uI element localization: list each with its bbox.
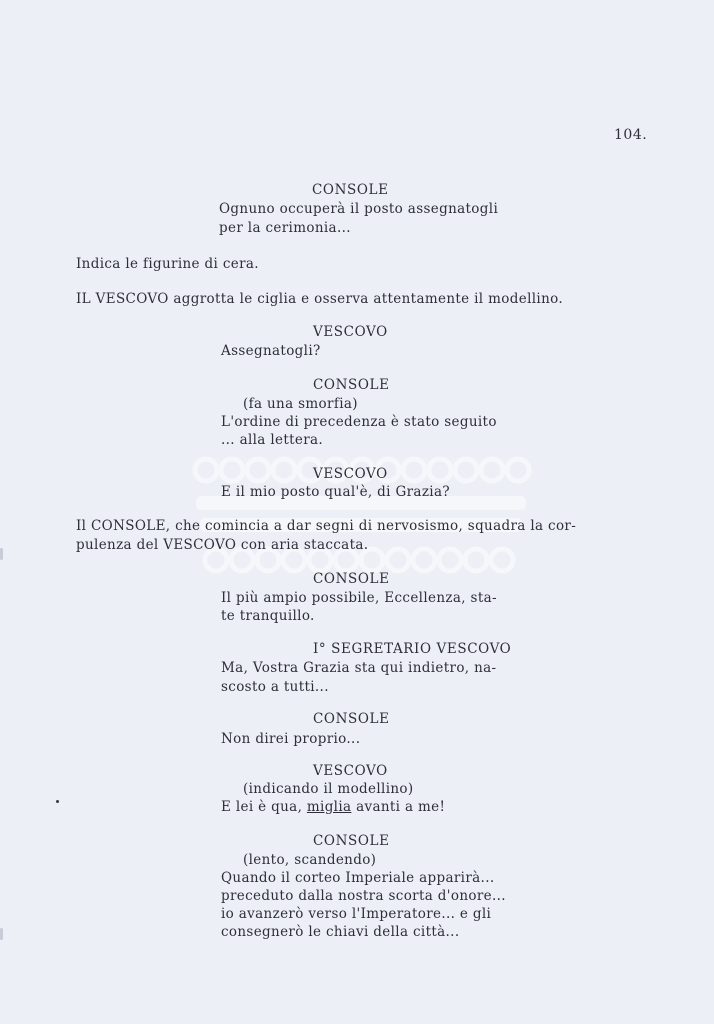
dialogue-line: te tranquillo.	[221, 608, 315, 624]
parenthetical: (fa una smorfia)	[243, 396, 358, 412]
page-edge-mark	[0, 928, 3, 940]
dialogue-line: per la cerimonia...	[219, 220, 351, 236]
speaker-console: CONSOLE	[313, 833, 390, 849]
dialogue-line: ... alla lettera.	[221, 432, 324, 448]
speaker-vescovo: VESCOVO	[313, 763, 388, 779]
dialogue-line: Ognuno occuperà il posto assegnatogli	[219, 201, 499, 217]
speaker-segretario: I° SEGRETARIO VESCOVO	[313, 641, 512, 657]
dialogue-line: consegnerò le chiavi della città...	[221, 924, 460, 940]
speaker-vescovo: VESCOVO	[313, 466, 388, 482]
underlined-word: miglia	[306, 799, 352, 815]
dialogue-line: E il mio posto qual'è, di Grazia?	[221, 484, 450, 500]
dialogue-line: L'ordine di precedenza è stato seguito	[221, 414, 497, 430]
dialogue-text: E lei è qua,	[221, 799, 307, 815]
page-edge-mark	[0, 548, 3, 560]
speaker-console: CONSOLE	[312, 182, 389, 198]
dialogue-text: avanti a me!	[351, 799, 446, 815]
ink-speck	[56, 800, 59, 803]
dialogue-line: Non direi proprio...	[221, 731, 361, 747]
parenthetical: (indicando il modellino)	[243, 781, 414, 797]
dialogue-line	[221, 798, 445, 816]
dialogue-line: Ma, Vostra Grazia sta qui indietro, na-	[221, 660, 497, 676]
speaker-console: CONSOLE	[313, 571, 390, 587]
stage-direction: Il CONSOLE, che comincia a dar segni di nervosismo, squadra la cor-	[76, 518, 577, 534]
dialogue-line: Quando il corteo Imperiale apparirà...	[221, 870, 495, 886]
stage-direction: pulenza del VESCOVO con aria staccata.	[76, 537, 369, 553]
dialogue-line: Il più ampio possibile, Eccellenza, sta-	[221, 590, 497, 606]
stage-direction: IL VESCOVO aggrotta le ciglia e osserva attentamente il modellino.	[76, 291, 564, 307]
parenthetical: (lento, scandendo)	[243, 852, 377, 868]
speaker-console: CONSOLE	[313, 377, 390, 393]
dialogue-line: Assegnatogli?	[221, 343, 321, 359]
dialogue-line: io avanzerò verso l'Imperatore... e gli	[221, 906, 492, 922]
speaker-console: CONSOLE	[313, 711, 390, 727]
dialogue-line: preceduto dalla nostra scorta d'onore...	[221, 888, 506, 904]
speaker-vescovo: VESCOVO	[313, 324, 388, 340]
page-number: 104.	[614, 127, 648, 143]
dialogue-line: scosto a tutti...	[221, 679, 329, 695]
stage-direction: Indica le figurine di cera.	[76, 256, 259, 272]
